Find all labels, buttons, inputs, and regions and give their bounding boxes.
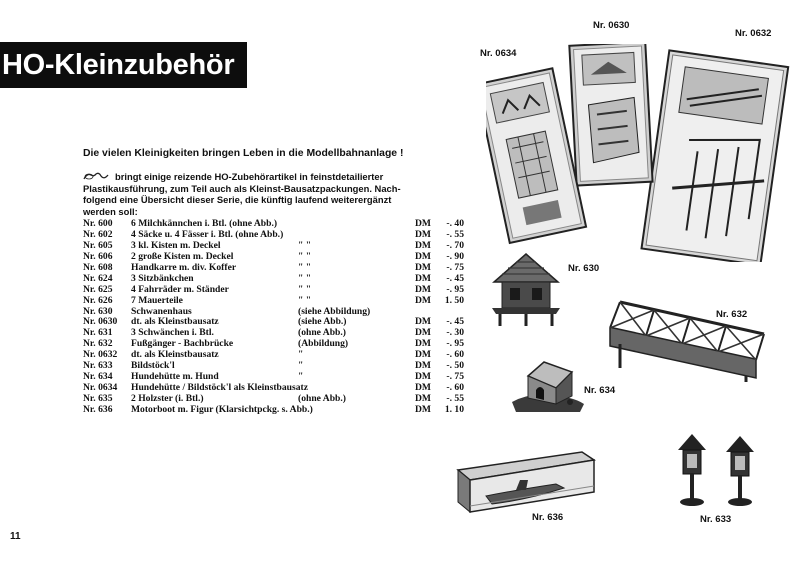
item-currency: DM xyxy=(415,239,431,251)
item-price: -. 60 xyxy=(446,349,464,361)
item-note: (ohne Abb.) xyxy=(298,393,346,404)
item-note: " " xyxy=(298,250,312,262)
page-title: HO-Kleinzubehör xyxy=(0,42,247,88)
item-description: Schwanenhaus xyxy=(131,305,192,317)
page-number: 11 xyxy=(10,531,21,542)
item-number: Nr. 0630 xyxy=(83,316,118,328)
brand-logo-icon xyxy=(83,172,109,181)
figure-label-634: Nr. 634 xyxy=(584,385,616,396)
item-currency: DM xyxy=(415,228,431,240)
item-price: -. 45 xyxy=(446,316,464,328)
product-list xyxy=(83,218,464,416)
item-number: Nr. 625 xyxy=(83,283,113,295)
item-note: " xyxy=(298,349,304,361)
item-price: -. 90 xyxy=(446,250,464,262)
item-number: Nr. 633 xyxy=(83,360,113,372)
item-description: 7 Mauerteile xyxy=(131,294,183,306)
item-note: " " xyxy=(298,239,312,251)
list-item xyxy=(83,272,464,285)
figure-label-633: Nr. 633 xyxy=(700,514,732,525)
item-number: Nr. 630 xyxy=(83,305,113,317)
item-description: Fußgänger - Bachbrücke xyxy=(131,338,234,350)
item-currency: DM xyxy=(415,371,431,383)
list-item xyxy=(83,294,464,307)
item-currency: DM xyxy=(415,294,431,306)
item-note: (Abbildung) xyxy=(298,338,349,350)
item-note: " xyxy=(298,360,304,372)
item-description: Motorboot m. Figur (Klarsichtpckg. s. Abb.) xyxy=(131,403,313,415)
item-description: 2 große Kisten m. Deckel xyxy=(131,250,234,262)
item-price: -. 50 xyxy=(446,360,464,372)
item-number: Nr. 606 xyxy=(83,250,113,262)
item-number: Nr. 635 xyxy=(83,393,113,404)
item-description: 4 Fahrräder m. Ständer xyxy=(131,283,229,295)
intro-paragraph xyxy=(83,171,443,217)
shrine-photo xyxy=(672,430,764,510)
item-number: Nr. 631 xyxy=(83,327,113,339)
intro-headline: Die vielen Kleinigkeiten bringen Leben in die Modellbahnanlage ! xyxy=(83,148,404,159)
item-currency: DM xyxy=(415,316,431,328)
item-price: -. 75 xyxy=(446,371,464,383)
item-note: " xyxy=(298,371,304,383)
item-currency: DM xyxy=(415,261,431,273)
item-description: 4 Säcke u. 4 Fässer i. Btl. (ohne Abb.) xyxy=(131,228,284,240)
list-item xyxy=(83,403,464,416)
item-currency: DM xyxy=(415,403,431,415)
item-note: (siehe Abbildung) xyxy=(298,305,371,317)
item-price: -. 70 xyxy=(446,239,464,251)
intro-line-1 xyxy=(83,171,443,183)
item-currency: DM xyxy=(415,393,431,404)
item-currency: DM xyxy=(415,338,431,350)
item-currency: DM xyxy=(415,360,431,372)
item-price: 1. 50 xyxy=(444,294,464,306)
item-price: -. 55 xyxy=(446,393,464,404)
item-number: Nr. 600 xyxy=(83,218,113,229)
item-currency: DM xyxy=(415,382,431,394)
item-price: 1. 10 xyxy=(444,403,464,415)
item-number: Nr. 626 xyxy=(83,294,113,306)
item-note: " " xyxy=(298,272,312,284)
item-number: Nr. 632 xyxy=(83,338,113,350)
item-price: -. 75 xyxy=(446,261,464,273)
item-description: 3 Schwänchen i. Btl. xyxy=(131,327,214,339)
item-description: dt. als Kleinstbausatz xyxy=(131,316,219,328)
item-currency: DM xyxy=(415,327,431,339)
item-currency: DM xyxy=(415,349,431,361)
package-photo xyxy=(486,44,796,262)
item-number: Nr. 605 xyxy=(83,239,113,251)
figure-label-0634: Nr. 0634 xyxy=(480,48,517,59)
item-price: -. 95 xyxy=(446,338,464,350)
item-note: " " xyxy=(298,283,312,295)
item-note: (siehe Abb.) xyxy=(298,316,347,328)
item-description: dt. als Kleinstbausatz xyxy=(131,349,219,361)
boat-box-photo xyxy=(456,450,596,514)
figure-label-636: Nr. 636 xyxy=(532,512,564,523)
item-note: " " xyxy=(298,261,312,273)
item-price: -. 30 xyxy=(446,327,464,339)
item-description: Hundehütte / Bildstöck'l als Kleinstbausatz xyxy=(131,382,308,394)
figure-label-630: Nr. 630 xyxy=(568,263,600,274)
bridge-photo xyxy=(606,298,766,384)
item-description: Bildstöck'l xyxy=(131,360,175,372)
item-number: Nr. 602 xyxy=(83,228,113,240)
item-description: 2 Holzster (i. Btl.) xyxy=(131,393,204,404)
item-number: Nr. 634 xyxy=(83,371,113,383)
item-description: 3 kl. Kisten m. Deckel xyxy=(131,239,221,251)
item-number: Nr. 0632 xyxy=(83,349,118,361)
item-description: 3 Sitzbänkchen xyxy=(131,272,194,284)
item-price: -. 55 xyxy=(446,228,464,240)
item-description: 6 Milchkännchen i. Btl. (ohne Abb.) xyxy=(131,218,278,229)
item-note: " " xyxy=(298,294,312,306)
item-currency: DM xyxy=(415,272,431,284)
intro-line-3: folgend eine Übersicht dieser Serie, die künftig laufend weiterergänzt xyxy=(83,194,392,206)
item-description: Handkarre m. div. Koffer xyxy=(131,261,237,273)
figure-label-632: Nr. 632 xyxy=(716,309,748,320)
item-number: Nr. 624 xyxy=(83,272,113,284)
item-currency: DM xyxy=(415,283,431,295)
intro-line-2: Plastikausführung, zum Teil auch als Kleinst-Bausatzpackungen. Nach- xyxy=(83,182,401,194)
figure-label-0630: Nr. 0630 xyxy=(593,20,630,31)
figure-label-0632: Nr. 0632 xyxy=(735,28,772,39)
item-note: (ohne Abb.) xyxy=(298,327,346,339)
list-item xyxy=(83,283,464,296)
item-price: -. 45 xyxy=(446,272,464,284)
dog-house-photo xyxy=(510,358,586,414)
item-number: Nr. 0634 xyxy=(83,382,118,394)
item-currency: DM xyxy=(415,218,431,229)
item-description: Hundehütte m. Hund xyxy=(131,371,219,383)
intro-line-4: werden soll: xyxy=(83,205,138,217)
swan-house-photo xyxy=(490,252,562,328)
item-price: -. 95 xyxy=(446,283,464,295)
intro-text-line: bringt einige reizende HO-Zubehörartikel in feinstdetailierter xyxy=(115,171,384,182)
item-price: -. 40 xyxy=(446,218,464,229)
item-number: Nr. 608 xyxy=(83,261,113,273)
item-currency: DM xyxy=(415,250,431,262)
item-number: Nr. 636 xyxy=(83,403,113,415)
item-price: -. 60 xyxy=(446,382,464,394)
